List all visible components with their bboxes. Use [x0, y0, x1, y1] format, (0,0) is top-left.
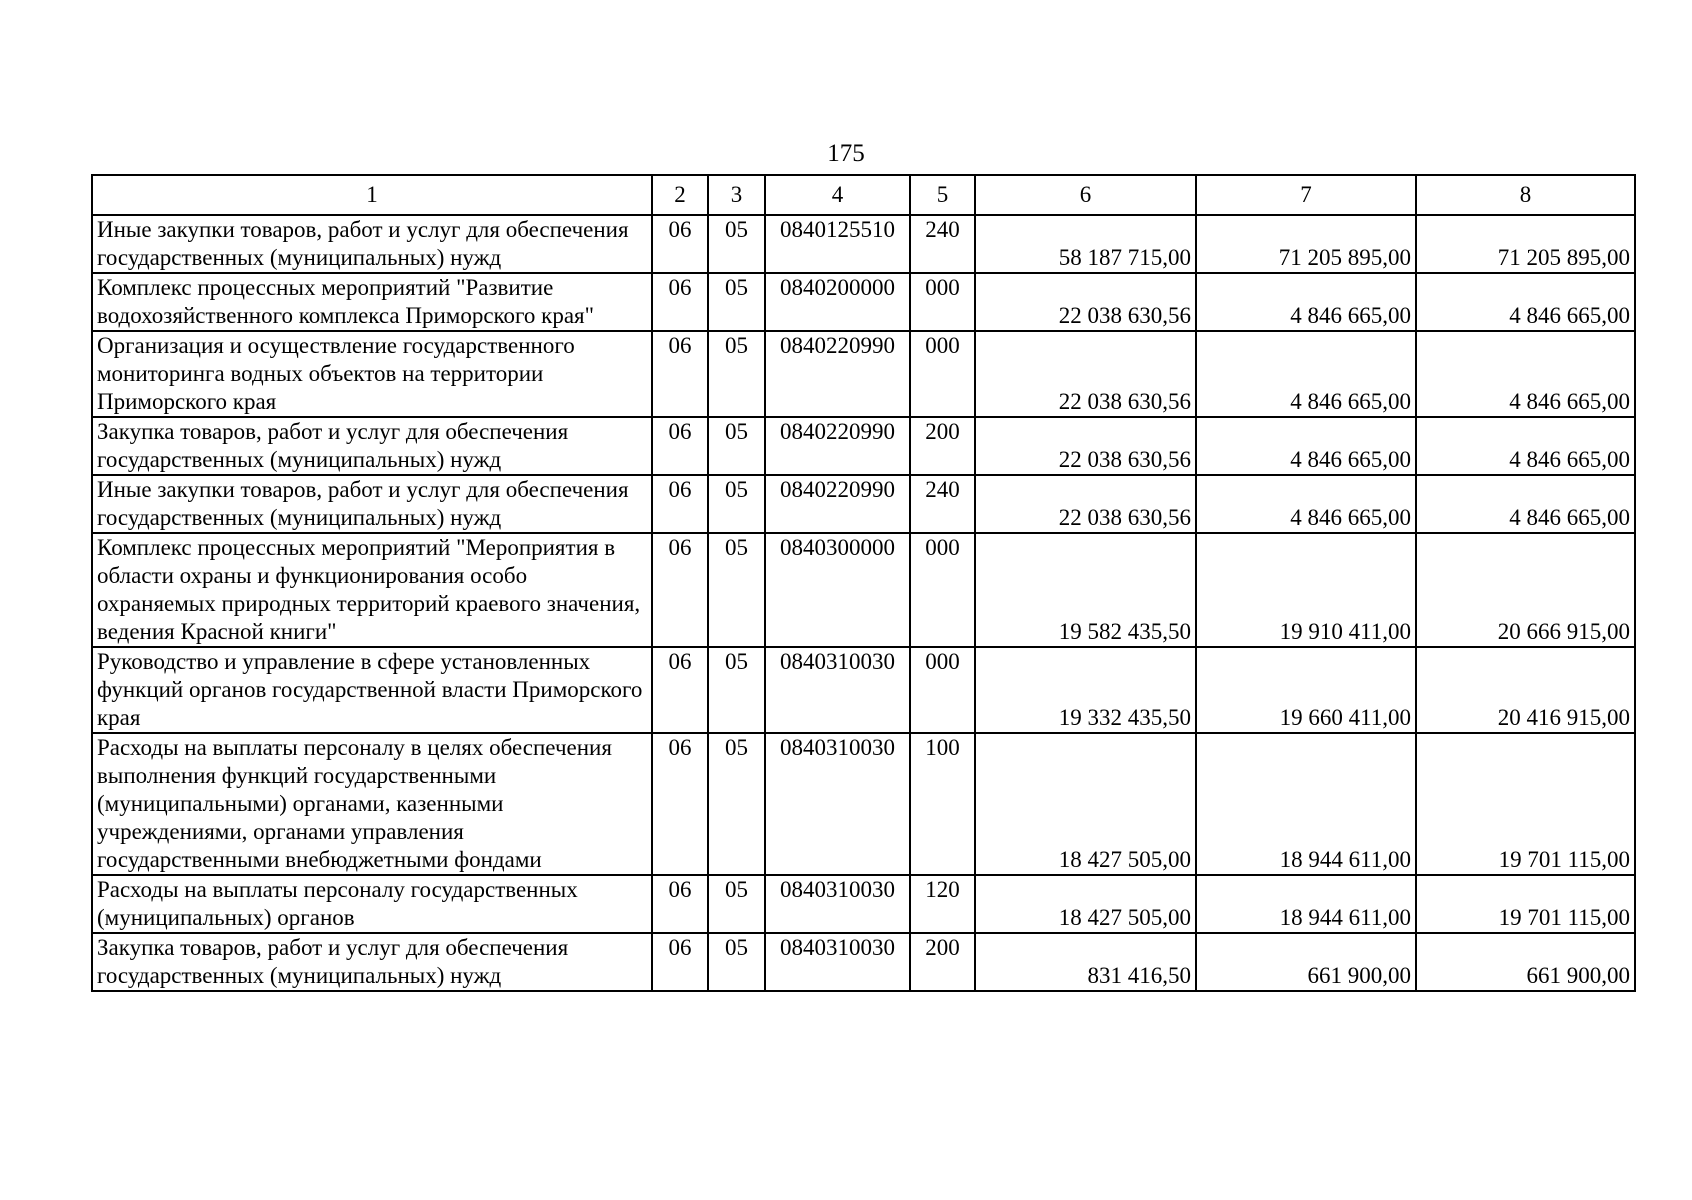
- cell-subsection: 05: [708, 273, 765, 331]
- cell-amount-col-7: 19 910 411,00: [1196, 533, 1416, 647]
- cell-section: 06: [652, 417, 708, 475]
- header-cell-col-6: 6: [975, 175, 1196, 215]
- cell-subsection: 05: [708, 475, 765, 533]
- cell-target-article: 0840220990: [765, 417, 910, 475]
- cell-amount-col-7: 71 205 895,00: [1196, 215, 1416, 273]
- cell-subsection: 05: [708, 417, 765, 475]
- cell-amount-col-8: 4 846 665,00: [1416, 273, 1635, 331]
- cell-expense-type: 000: [910, 533, 975, 647]
- cell-name: Комплекс процессных мероприятий "Мероприятия в области охраны и функционирования особо охраняемых природных территорий краевого значения, ведения Красной книги": [92, 533, 652, 647]
- budget-table: [91, 174, 1636, 992]
- cell-expense-type: 120: [910, 875, 975, 933]
- cell-section: 06: [652, 273, 708, 331]
- table-row: [92, 875, 1635, 933]
- cell-target-article: 0840310030: [765, 733, 910, 875]
- header-cell-col-5: 5: [910, 175, 975, 215]
- cell-name: Организация и осуществление государственного мониторинга водных объектов на территории Приморского края: [92, 331, 652, 417]
- header-cell-col-3: 3: [708, 175, 765, 215]
- cell-target-article: 0840220990: [765, 331, 910, 417]
- cell-target-article: 0840125510: [765, 215, 910, 273]
- cell-subsection: 05: [708, 533, 765, 647]
- cell-name: Закупка товаров, работ и услуг для обеспечения государственных (муниципальных) нужд: [92, 933, 652, 991]
- cell-amount-col-7: 18 944 611,00: [1196, 875, 1416, 933]
- page-number: 175: [827, 140, 865, 167]
- cell-amount-col-7: 18 944 611,00: [1196, 733, 1416, 875]
- cell-section: 06: [652, 331, 708, 417]
- table-body: [92, 215, 1635, 991]
- cell-name: Закупка товаров, работ и услуг для обеспечения государственных (муниципальных) нужд: [92, 417, 652, 475]
- cell-amount-col-6: 19 332 435,50: [975, 647, 1196, 733]
- cell-section: 06: [652, 533, 708, 647]
- table-row: [92, 533, 1635, 647]
- cell-amount-col-6: 22 038 630,56: [975, 475, 1196, 533]
- cell-name: Иные закупки товаров, работ и услуг для обеспечения государственных (муниципальных) нужд: [92, 215, 652, 273]
- cell-subsection: 05: [708, 875, 765, 933]
- cell-name: Иные закупки товаров, работ и услуг для обеспечения государственных (муниципальных) нужд: [92, 475, 652, 533]
- cell-target-article: 0840200000: [765, 273, 910, 331]
- cell-subsection: 05: [708, 933, 765, 991]
- cell-amount-col-7: 4 846 665,00: [1196, 475, 1416, 533]
- cell-section: 06: [652, 933, 708, 991]
- cell-section: 06: [652, 647, 708, 733]
- header-row: [92, 175, 1635, 215]
- cell-expense-type: 200: [910, 417, 975, 475]
- cell-amount-col-7: 4 846 665,00: [1196, 417, 1416, 475]
- cell-amount-col-8: 4 846 665,00: [1416, 417, 1635, 475]
- cell-expense-type: 100: [910, 733, 975, 875]
- cell-target-article: 0840220990: [765, 475, 910, 533]
- cell-name: Руководство и управление в сфере установленных функций органов государственной власти Приморского края: [92, 647, 652, 733]
- cell-amount-col-8: 19 701 115,00: [1416, 875, 1635, 933]
- cell-expense-type: 000: [910, 331, 975, 417]
- cell-amount-col-8: 4 846 665,00: [1416, 475, 1635, 533]
- cell-name: Расходы на выплаты персоналу в целях обеспечения выполнения функций государственными (муниципальными) органами, казенными учреждениями, органами управления государственными внебюджетными фондами: [92, 733, 652, 875]
- cell-subsection: 05: [708, 215, 765, 273]
- cell-target-article: 0840310030: [765, 933, 910, 991]
- cell-expense-type: 240: [910, 475, 975, 533]
- cell-amount-col-7: 4 846 665,00: [1196, 331, 1416, 417]
- cell-section: 06: [652, 875, 708, 933]
- cell-section: 06: [652, 475, 708, 533]
- cell-subsection: 05: [708, 733, 765, 875]
- cell-amount-col-8: 20 416 915,00: [1416, 647, 1635, 733]
- header-cell-col-8: 8: [1416, 175, 1635, 215]
- cell-amount-col-6: 22 038 630,56: [975, 331, 1196, 417]
- cell-amount-col-7: 661 900,00: [1196, 933, 1416, 991]
- cell-amount-col-8: 20 666 915,00: [1416, 533, 1635, 647]
- cell-target-article: 0840300000: [765, 533, 910, 647]
- cell-amount-col-8: 661 900,00: [1416, 933, 1635, 991]
- cell-name: Расходы на выплаты персоналу государственных (муниципальных) органов: [92, 875, 652, 933]
- table-row: [92, 475, 1635, 533]
- cell-amount-col-7: 4 846 665,00: [1196, 273, 1416, 331]
- cell-amount-col-8: 19 701 115,00: [1416, 733, 1635, 875]
- cell-amount-col-6: 58 187 715,00: [975, 215, 1196, 273]
- cell-section: 06: [652, 733, 708, 875]
- cell-amount-col-6: 18 427 505,00: [975, 733, 1196, 875]
- header-cell-col-1: 1: [92, 175, 652, 215]
- table-row: [92, 273, 1635, 331]
- header-cell-col-4: 4: [765, 175, 910, 215]
- table-row: [92, 215, 1635, 273]
- header-cell-col-7: 7: [1196, 175, 1416, 215]
- cell-amount-col-6: 831 416,50: [975, 933, 1196, 991]
- table-row: [92, 417, 1635, 475]
- table-header: [92, 175, 1635, 215]
- table-row: [92, 733, 1635, 875]
- cell-expense-type: 240: [910, 215, 975, 273]
- cell-amount-col-6: 18 427 505,00: [975, 875, 1196, 933]
- cell-amount-col-6: 19 582 435,50: [975, 533, 1196, 647]
- table-row: [92, 331, 1635, 417]
- cell-amount-col-7: 19 660 411,00: [1196, 647, 1416, 733]
- cell-amount-col-8: 71 205 895,00: [1416, 215, 1635, 273]
- cell-subsection: 05: [708, 647, 765, 733]
- cell-expense-type: 000: [910, 647, 975, 733]
- cell-amount-col-6: 22 038 630,56: [975, 273, 1196, 331]
- cell-amount-col-8: 4 846 665,00: [1416, 331, 1635, 417]
- cell-expense-type: 000: [910, 273, 975, 331]
- table-row: [92, 933, 1635, 991]
- cell-target-article: 0840310030: [765, 875, 910, 933]
- table-row: [92, 647, 1635, 733]
- cell-target-article: 0840310030: [765, 647, 910, 733]
- cell-section: 06: [652, 215, 708, 273]
- header-cell-col-2: 2: [652, 175, 708, 215]
- cell-expense-type: 200: [910, 933, 975, 991]
- cell-subsection: 05: [708, 331, 765, 417]
- cell-amount-col-6: 22 038 630,56: [975, 417, 1196, 475]
- cell-name: Комплекс процессных мероприятий "Развитие водохозяйственного комплекса Приморского края": [92, 273, 652, 331]
